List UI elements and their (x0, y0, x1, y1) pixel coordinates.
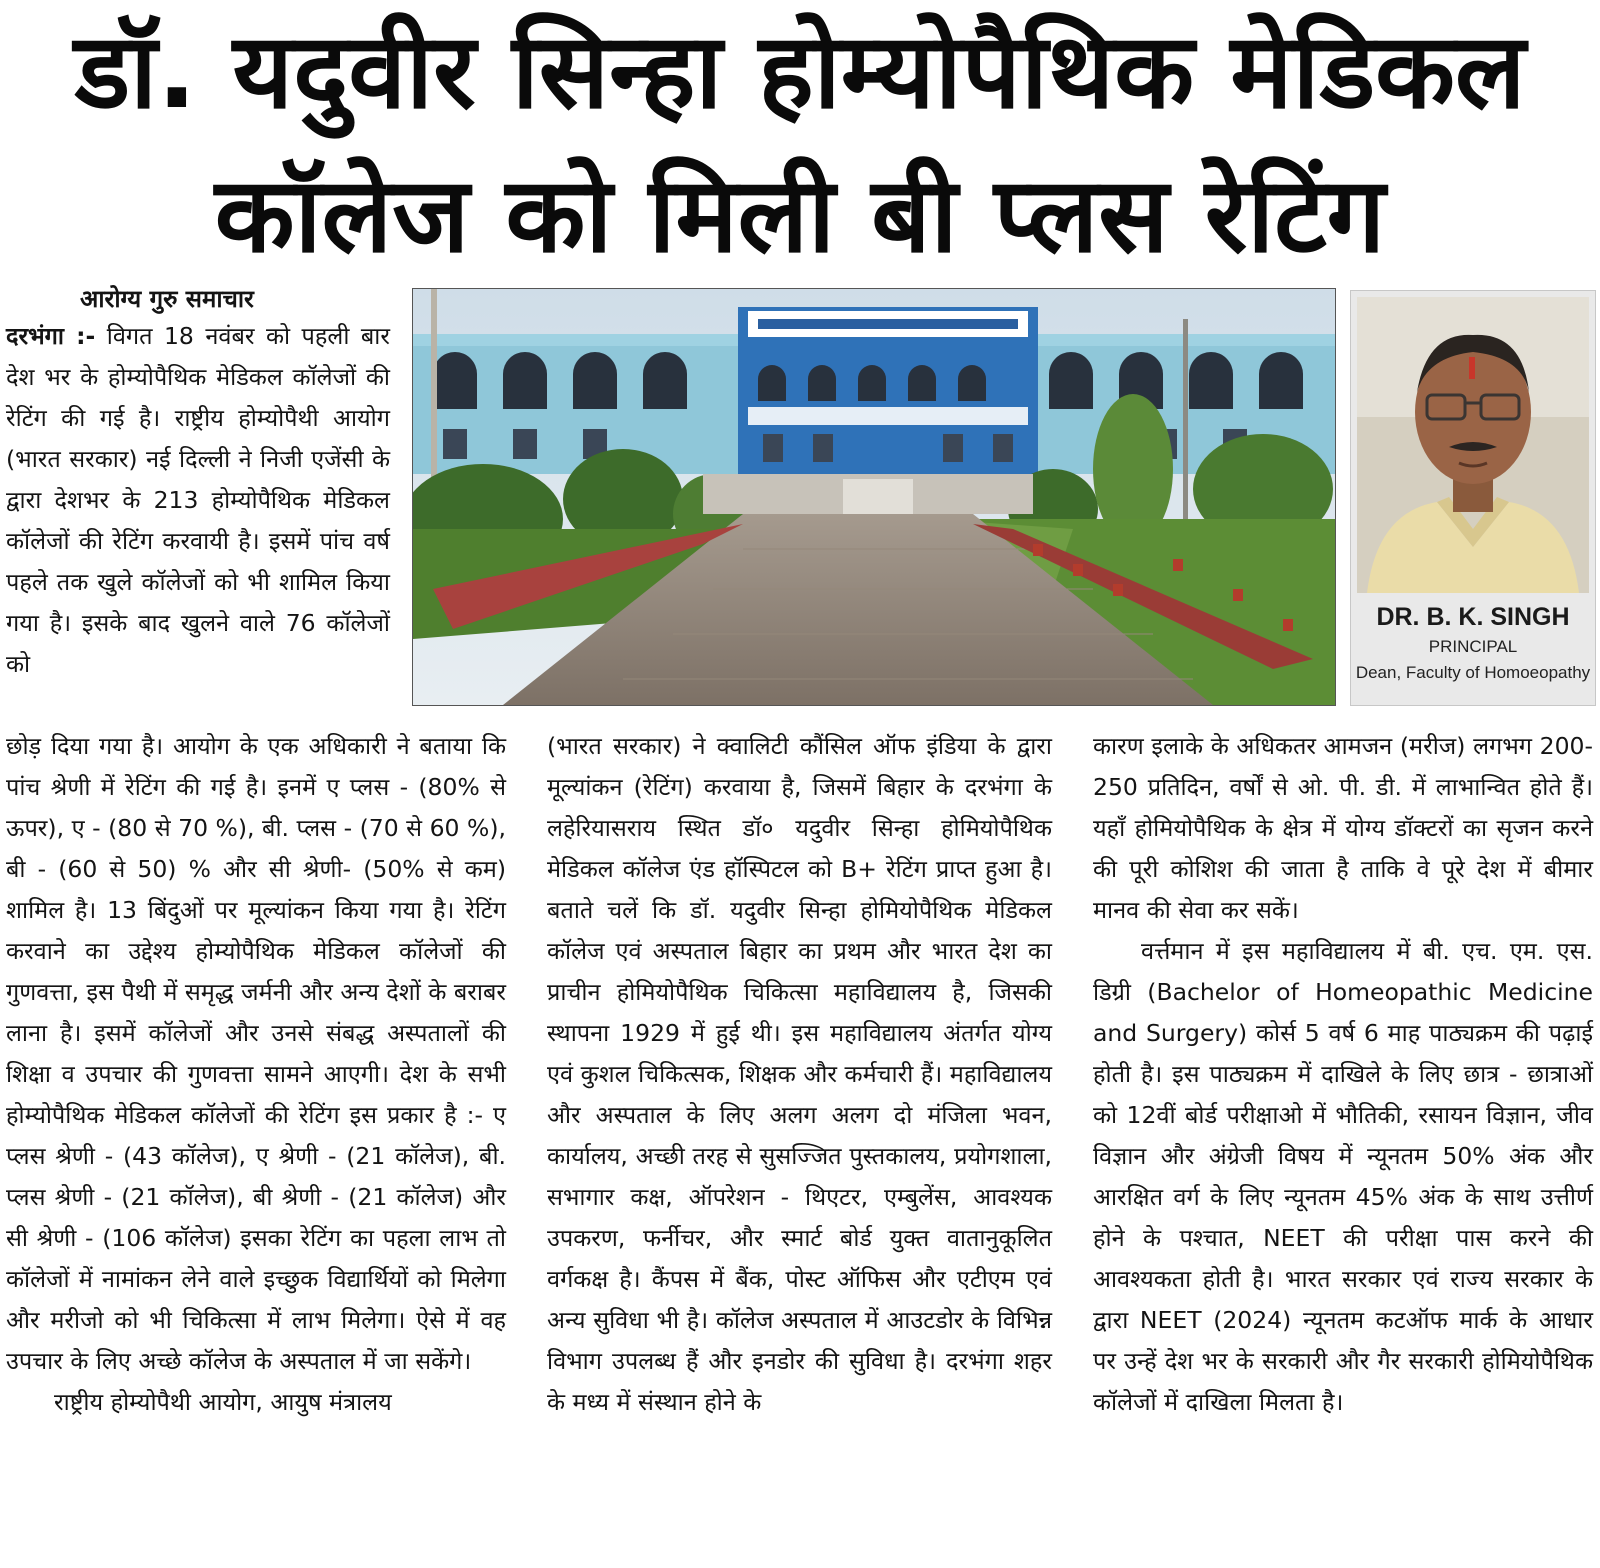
principal-dean-title: Dean, Faculty of Homoeopathy (1355, 663, 1591, 682)
headline-line-2: कॉलेज को मिली बी प्लस रेटिंग (214, 154, 1386, 276)
principal-portrait-box (1350, 290, 1596, 706)
byline: आरोग्य गुरु समाचार (80, 285, 254, 313)
article-text: विगत 18 नवंबर को पहली बार देश भर के होम्योपैथिक मेडिकल कॉलेजों की रेटिंग की गई है। राष्ट्रीय होम्योपैथी आयोग (भारत सरकार) नई दिल्ली ने निजी एजेंसी के द्वारा देशभर के 213 होम्योपैथिक मेडिकल कॉलेजों की रेटिंग करवायी है। इसमें पांच वर्ष पहले तक खुले कॉलेजों को भी शामिल किया गया है। इसके बाद खुलने वाले 76 कॉलेजों को (6, 322, 390, 678)
college-building-photo (412, 288, 1336, 706)
article-column-3 (1093, 726, 1593, 1423)
article-column-1-top (6, 316, 390, 685)
article-text: कारण इलाके के अधिकतर आमजन (मरीज) लगभग 200-250 प्रतिदिन, वर्षों से ओ. पी. डी. में लाभान्वित होते हैं। यहाँ होमियोपैथिक के क्षेत्र में योग्य डॉक्टरों का सृजन करने की पूरी कोशिश की जाता है ताकि वे पूरे देश में बीमार मानव की सेवा कर सकें। (1093, 732, 1593, 924)
article-column-1 (6, 726, 506, 1423)
dateline: दरभंगा :- (6, 322, 96, 350)
principal-photo (1357, 297, 1589, 593)
article-text: वर्त्तमान में इस महाविद्यालय में बी. एच. एम. एस. डिग्री (Bachelor of Homeopathic Medicine and Surgery) कोर्स 5 वर्ष 6 माह पाठ्यक्रम की पढ़ाई होती है। इस पाठ्यक्रम में दाखिले के लिए छात्र - छात्राओं को 12वीं बोर्ड परीक्षाओ में भौतिकी, रसायन विज्ञान, जीव विज्ञान और अंग्रेजी विषय में न्यूनतम 50% अंक और आरक्षित वर्ग के लिए न्यूनतम 45% अंक के साथ उत्तीर्ण होने के पश्चात, NEET की परीक्षा पास करने की आवश्यकता होती है। भारत सरकार एवं राज्य सरकार के द्वारा NEET (2024) न्यूनतम कटऑफ मार्क के आधार पर उन्हें देश भर के सरकारी और गैर सरकारी होमियोपैथिक कॉलेजों में दाखिला मिलता है। (1093, 937, 1593, 1416)
principal-name: DR. B. K. SINGH (1376, 603, 1570, 631)
article-text: (भारत सरकार) ने क्वालिटी कौंसिल ऑफ इंडिया के द्वारा मूल्यांकन (रेटिंग) करवाया है, जिसमें बिहार के दरभंगा के लहेरियासराय स्थित डॉ० यदुवीर सिन्हा होमियोपैथिक मेडिकल कॉलेज एंड हॉस्पिटल को B+ रेटिंग प्राप्त हुआ है। बताते चलें कि डॉ. यदुवीर सिन्हा होमियोपैथिक मेडिकल कॉलेज एवं अस्पताल बिहार का प्रथम और भारत देश का प्राचीन होमियोपैथिक चिकित्सा महाविद्यालय है, जिसकी स्थापना 1929 में हुई थी। इस महाविद्यालय अंतर्गत योग्य एवं कुशल चिकित्सक, शिक्षक और कर्मचारी हैं। महाविद्यालय और अस्पताल के लिए अलग अलग दो मंजिला भवन, कार्यालय, अच्छी तरह से सुसज्जित पुस्तकालय, प्रयोगशाला, सभागार कक्ष, ऑपरेशन - थिएटर, एम्बुलेंस, आवश्यक उपकरण, फर्नीचर, और स्मार्ट बोर्ड युक्त वातानुकूलित वर्गकक्ष है। कैंपस में बैंक, पोस्ट ऑफिस और एटीएम एवं अन्य सुविधा भी है। कॉलेज अस्पताल में आउटडोर के विभिन्न विभाग उपलब्ध हैं और इनडोर की सुविधा है। दरभंगा शहर के मध्य में संस्थान होने के (547, 732, 1052, 1416)
article-text: छोड़ दिया गया है। आयोग के एक अधिकारी ने बताया कि पांच श्रेणी में रेटिंग की गई है। इनमें ए प्लस - (80% से ऊपर), ए - (80 से 70 %), बी. प्लस - (70 से 60 %), बी - (60 से 50) % और सी श्रेणी- (50% से कम) शामिल है। 13 बिंदुओं पर मूल्यांकन किया गया है। रेटिंग करवाने का उद्देश्य होम्योपैथिक मेडिकल कॉलेजों की गुणवत्ता, इस पैथी में समृद्ध जर्मनी और अन्य देशों के बराबर लाना है। इसमें कॉलेजों और उनसे संबद्ध अस्पतालों की शिक्षा व उपचार की गुणवत्ता सामने आएगी। देश के सभी होम्योपैथिक मेडिकल कॉलेजों की रेटिंग इस प्रकार है :- ए प्लस श्रेणी - (43 कॉलेज), ए श्रेणी - (21 कॉलेज), बी. प्लस श्रेणी - (21 कॉलेज), बी श्रेणी - (21 कॉलेज) और सी श्रेणी - (106 कॉलेज) इसका रेटिंग का पहला लाभ तो कॉलेजों में नामांकन लेने वाले इच्छुक विद्यार्थियों को मिलेगा और मरीजो को भी चिकित्सा में लाभ मिलेगा। ऐसे में वह उपचार के लिए अच्छे कॉलेज के अस्पताल में जा सकेंगे। (6, 732, 506, 1375)
article-column-2 (547, 726, 1052, 1423)
principal-title: PRINCIPAL (1428, 637, 1518, 656)
headline-line-1: डॉ. यदुवीर सिन्हा होम्योपैथिक मेडिकल (74, 10, 1526, 132)
article-text: राष्ट्रीय होम्योपैथी आयोग, आयुष मंत्रालय (54, 1388, 392, 1416)
